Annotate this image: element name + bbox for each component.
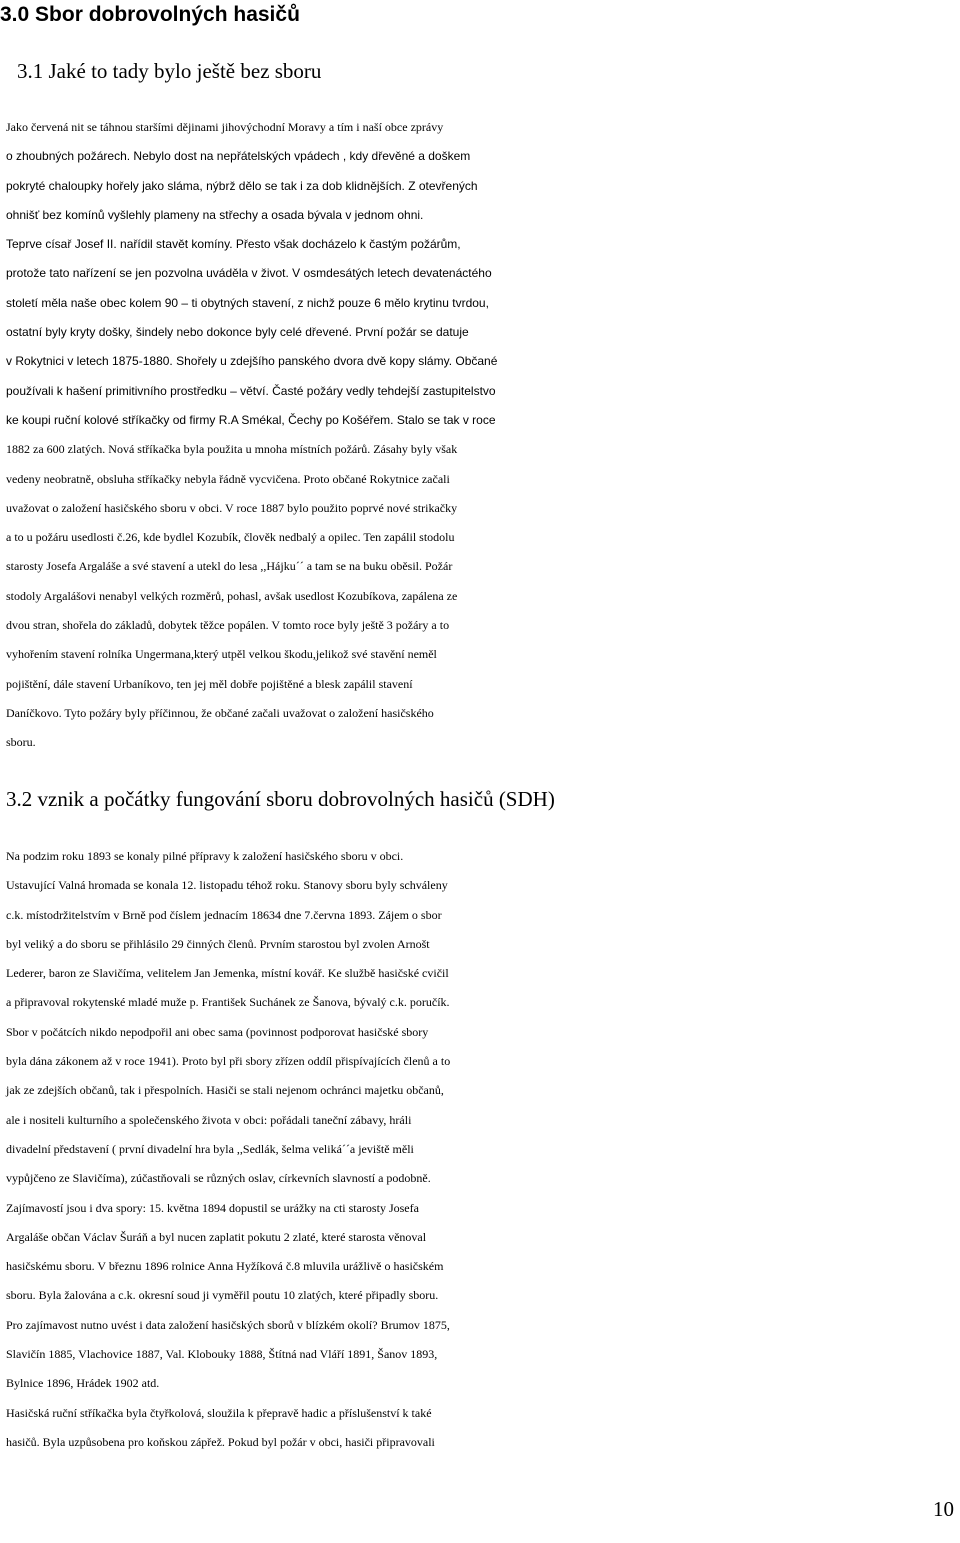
text-line: stodoly Argalášovi nenabyl velkých rozměrů, pohasl, avšak usedlost Kozubíkova, zapálena ze — [6, 588, 458, 603]
text-line: Lederer, baron ze Slavičíma, velitelem Jan Jemenka, místní kovář. Ke službě hasičské cvičil — [6, 966, 449, 981]
text-line: o zhoubných požárech. Nebylo dost na nepřátelských vpádech , kdy dřevěné a doškem — [6, 149, 471, 164]
text-line: Slavičín 1885, Vlachovice 1887, Val. Klobouky 1888, Štítná nad Vláří 1891, Šanov 1893, — [6, 1347, 438, 1362]
section-2-body — [6, 842, 960, 1457]
text-line: hasičskému sboru. V březnu 1896 rolnice Anna Hyžíková č.8 mluvila urážlivě o hasičském — [6, 1259, 444, 1274]
text-line: a to u požáru usedlosti č.26, kde bydlel Kozubík, člověk nedbalý a opilec. Ten zapálil stodolu — [6, 530, 455, 545]
text-line: protože tato nařízení se jen pozvolna uváděla v život. V osmdesátých letech devatenáctého — [6, 266, 492, 281]
text-line: Daníčkovo. Tyto požáry byly příčinnou, že občané začali uvažovat o založení hasičského — [6, 705, 434, 720]
text-line: Ustavující Valná hromada se konala 12. listopadu téhož roku. Stanovy sboru byly schváleny — [6, 878, 448, 893]
text-line: c.k. místodržitelstvím v Brně pod číslem jednacím 18634 dne 7.června 1893. Zájem o sbor — [6, 907, 442, 922]
text-line: století měla naše obec kolem 90 – ti obytných stavení, z nichž pouze 6 mělo krytinu tvrdou, — [6, 295, 489, 310]
section-1-title: 3.1 Jaké to tady bylo ještě bez sboru — [17, 59, 322, 83]
text-line: Sbor v počátcích nikdo nepodpořil ani obec sama (povinnost podporovat hasičské sbory — [6, 1024, 429, 1039]
text-line: byl veliký a do sboru se přihlásilo 29 činných členů. Prvním starostou byl zvolen Arnošt — [6, 936, 430, 951]
text-line: Jako červená nit se táhnou staršími dějinami jihovýchodní Moravy a tím i naší obce zprávy — [6, 120, 444, 134]
text-line: ke koupi ruční kolové stříkačky od firmy R.A Smékal, Čechy po Košéřem. Stalo se tak v roce — [6, 412, 496, 427]
text-line: 1882 za 600 zlatých. Nová stříkačka byla použita u mnoha místních požárů. Zásahy byly však — [6, 442, 458, 457]
text-line: Pro zajímavost nutno uvést i data založení hasičských sborů v blízkém okolí? Brumov 1875, — [6, 1317, 450, 1332]
page-number: 10 — [933, 1497, 954, 1521]
text-line: ale i nositeli kulturního a společenského života v obci: pořádali taneční zábavy, hráli — [6, 1112, 412, 1127]
text-line: jak ze zdejších občanů, tak i přespolních. Hasiči se stali nejenom ochránci majetku občanů, — [6, 1083, 444, 1098]
text-line: sboru. — [6, 735, 36, 750]
text-line: a připravoval rokytenské mladé muže p. František Suchánek ze Šanova, bývalý c.k. poručík. — [6, 995, 450, 1010]
text-line: vypůjčeno ze Slavičíma), zúčastňovali se různých oslav, církevních slavností a podobně. — [6, 1171, 431, 1186]
text-line: Argaláše občan Václav Šuráň a byl nucen zaplatit pokutu 2 zlaté, které starosta věnoval — [6, 1229, 427, 1244]
text-line: Zajímavostí jsou i dva spory: 15. května 1894 dopustil se urážky na cti starosty Josefa — [6, 1200, 419, 1215]
text-line: uvažovat o založení hasičského sboru v obci. V roce 1887 bylo použito poprvé nové strikačky — [6, 500, 458, 515]
text-line: vedeny neobratně, obsluha stříkačky nebyla řádně vycvičena. Proto občané Rokytnice začali — [6, 471, 450, 486]
chapter-heading: 3.0 Sbor dobrovolných hasičů — [0, 3, 300, 26]
text-line: dvou stran, shořela do základů, dobytek těžce popálen. V tomto roce byly ještě 3 požáry a to — [6, 618, 450, 633]
text-line: pokryté chaloupky hořely jako sláma, nýbrž dělo se tak i za dob klidnějších. Z otevřených — [6, 178, 478, 193]
text-line: hasičů. Byla uzpůsobena pro koňskou zápřež. Pokud byl požár v obci, hasiči připravovali — [6, 1434, 435, 1449]
text-line: Bylnice 1896, Hrádek 1902 atd. — [6, 1376, 160, 1391]
text-line: ohnišť bez komínů vyšlehly plameny na střechy a osada bývala v jednom ohni. — [6, 207, 424, 222]
section-2-title: 3.2 vznik a počátky fungování sboru dobrovolných hasičů (SDH) — [6, 787, 555, 811]
text-line: Na podzim roku 1893 se konaly pilné přípravy k založení hasičského sboru v obci. — [6, 849, 404, 863]
text-line: Teprve císař Josef II. nařídil stavět komíny. Přesto však docházelo k častým požárům, — [6, 237, 461, 252]
text-line: ostatní byly kryty došky, šindely nebo dokonce byly celé dřevené. První požár se datuje — [6, 325, 469, 340]
text-line: v Rokytnici v letech 1875-1880. Shořely u zdejšího panského dvora dvě kopy slámy. Občané — [6, 354, 498, 369]
text-line: starosty Josefa Argaláše a své stavení a utekl do lesa ,,Hájku´´ a tam se na buku oběsil. Požár — [6, 559, 453, 574]
text-line: byla dána zákonem až v roce 1941). Proto byl při sbory zřízen oddíl přispívajících členů a to — [6, 1054, 451, 1069]
section-1-body — [6, 113, 960, 758]
text-line: používali k hašení primitivního prostředku – větví. Časté požáry vedly tehdejší zastupitelstvo — [6, 383, 496, 398]
text-line: pojištění, dále stavení Urbaníkovo, ten jej měl dobře pojištěné a blesk zapálil stavení — [6, 676, 413, 691]
text-line: sboru. Byla žalována a c.k. okresní soud ji vyměřil poutu 10 zlatých, které připadly sboru. — [6, 1288, 439, 1303]
text-line: vyhořením stavení rolníka Ungermana,který utpěl velkou škodu,jelikož své stavění neměl — [6, 647, 437, 662]
text-line: divadelní představení ( první divadelní hra byla ,,Sedlák, šelma veliká´´a jeviště měli — [6, 1141, 414, 1156]
text-line: Hasičská ruční stříkačka byla čtyřkolová, sloužila k přepravě hadic a příslušenství k také — [6, 1405, 432, 1420]
